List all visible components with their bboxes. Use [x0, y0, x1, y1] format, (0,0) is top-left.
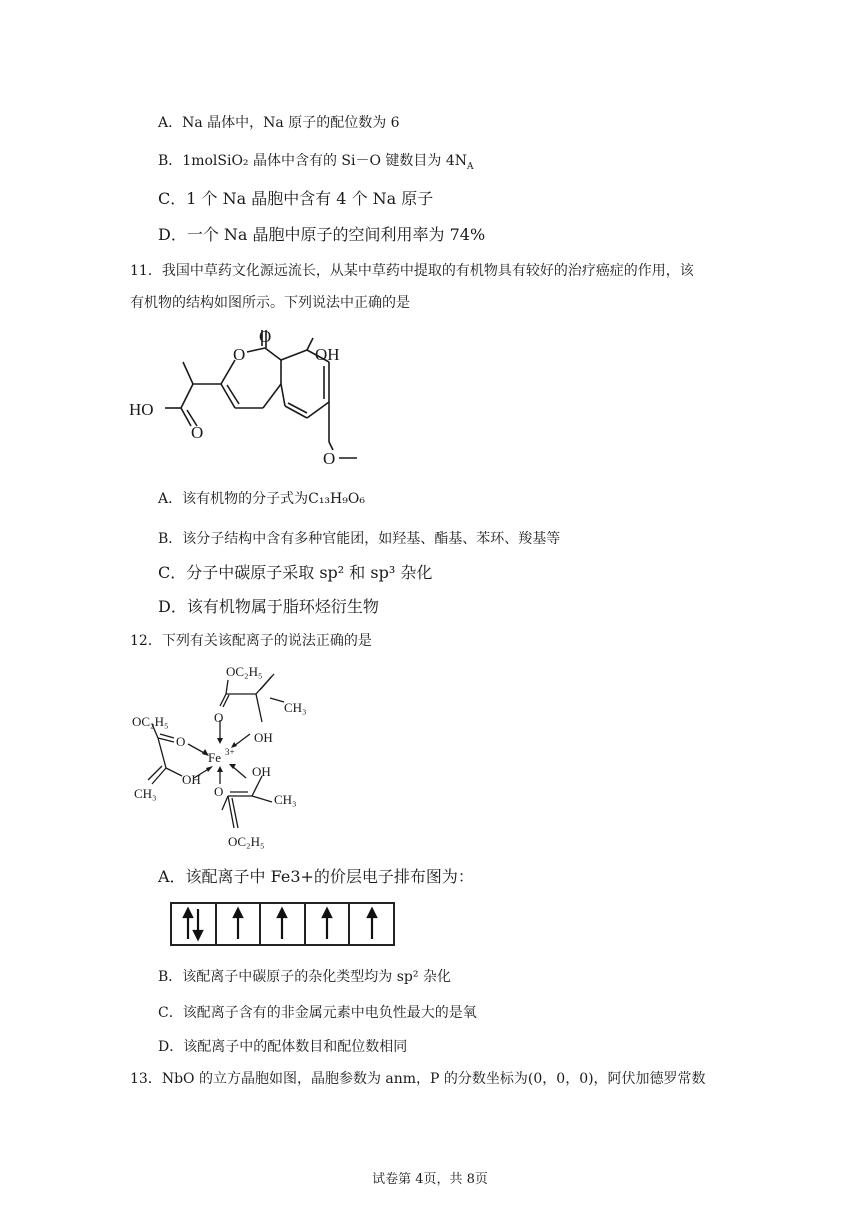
q12-option-a: A．该配离子中 Fe3+的价层电子排布图为：: [158, 867, 474, 886]
q12-label-o-top: O: [214, 710, 224, 725]
q11-label-acid-o: O: [191, 423, 204, 442]
q10-option-a: A．Na 晶体中，Na 原子的配位数为 6: [158, 115, 400, 131]
q12-label-fe: Fe: [208, 750, 221, 765]
orbital-cell-up: [217, 904, 262, 944]
q11-label-ring-o: O: [233, 345, 246, 364]
q12-label-oh-left: OH: [182, 772, 201, 787]
q11-option-b: B．该分子结构中含有多种官能团，如羟基、酯基、苯环、羧基等: [158, 531, 561, 547]
q12-orbital-diagram: [170, 902, 395, 946]
q12-option-b: B．该配离子中碳原子的杂化类型均为 sp² 杂化: [158, 969, 451, 985]
q12-label-ch3-left: CH₃: [134, 786, 157, 801]
q11-option-a: A．该有机物的分子式为C₁₃H₉O₆: [158, 491, 365, 507]
page-footer: 试卷第 4页，共 8页: [372, 1172, 488, 1187]
q11-label-oh: OH: [315, 345, 340, 364]
orbital-cell-paired: [172, 904, 217, 944]
q12-label-fe-charge: 3+: [225, 747, 235, 757]
q12-label-oc2h5-top: OC₂H₅: [226, 664, 263, 679]
q12-option-d: D．该配离子中的配体数目和配位数相同: [158, 1039, 408, 1055]
q12-label-oc2h5-bottom: OC₂H₅: [228, 834, 265, 849]
q12-option-c: C．该配离子含有的非金属元素中电负性最大的是氧: [158, 1005, 477, 1021]
q12-label-ch3-top: CH₃: [284, 700, 307, 715]
q11-label-ho: HO: [129, 400, 154, 419]
q12-label-oh-top: OH: [254, 730, 273, 745]
q12-label-o-bottom: O: [214, 784, 224, 799]
q10-option-d: D．一个 Na 晶胞中原子的空间利用率为 74%: [158, 225, 486, 244]
q12-label-ch3-bottom: CH₃: [274, 792, 297, 807]
q11-option-d: D．该有机物属于脂环烃衍生物: [158, 597, 379, 616]
q12-complex-diagram: [128, 658, 328, 854]
orbital-cell-up: [350, 904, 393, 944]
q11-stem-line2: 有机物的结构如图所示。下列说法中正确的是: [130, 295, 410, 311]
orbital-cell-up: [261, 904, 306, 944]
q10-option-b: B．1molSiO₂ 晶体中含有的 Si－O 键数目为 $4N_A$: [158, 153, 474, 172]
q12-stem: 12．下列有关该配离子的说法正确的是: [130, 633, 372, 649]
q11-label-carbonyl-o: O: [259, 327, 272, 346]
q12-label-oc2h5-left: OC₂H₅: [132, 714, 169, 729]
q11-structure-diagram: [125, 322, 365, 470]
orbital-cell-up: [306, 904, 351, 944]
q12-label-o-left: O: [176, 734, 186, 749]
q11-stem-line1: 11．我国中草药文化源远流长，从某中草药中提取的有机物具有较好的治疗癌症的作用，该: [130, 263, 694, 279]
q11-label-methoxy-o: O: [323, 449, 336, 468]
q10-option-c: C．1 个 Na 晶胞中含有 4 个 Na 原子: [158, 189, 434, 208]
q11-option-c: C．分子中碳原子采取 sp² 和 sp³ 杂化: [158, 563, 433, 582]
q12-label-oh-bottom: OH: [252, 764, 271, 779]
q13-stem: 13．NbO 的立方晶胞如图，晶胞参数为 anm，P 的分数坐标为(0，0，0)，阿伏加德罗常数: [130, 1071, 706, 1087]
